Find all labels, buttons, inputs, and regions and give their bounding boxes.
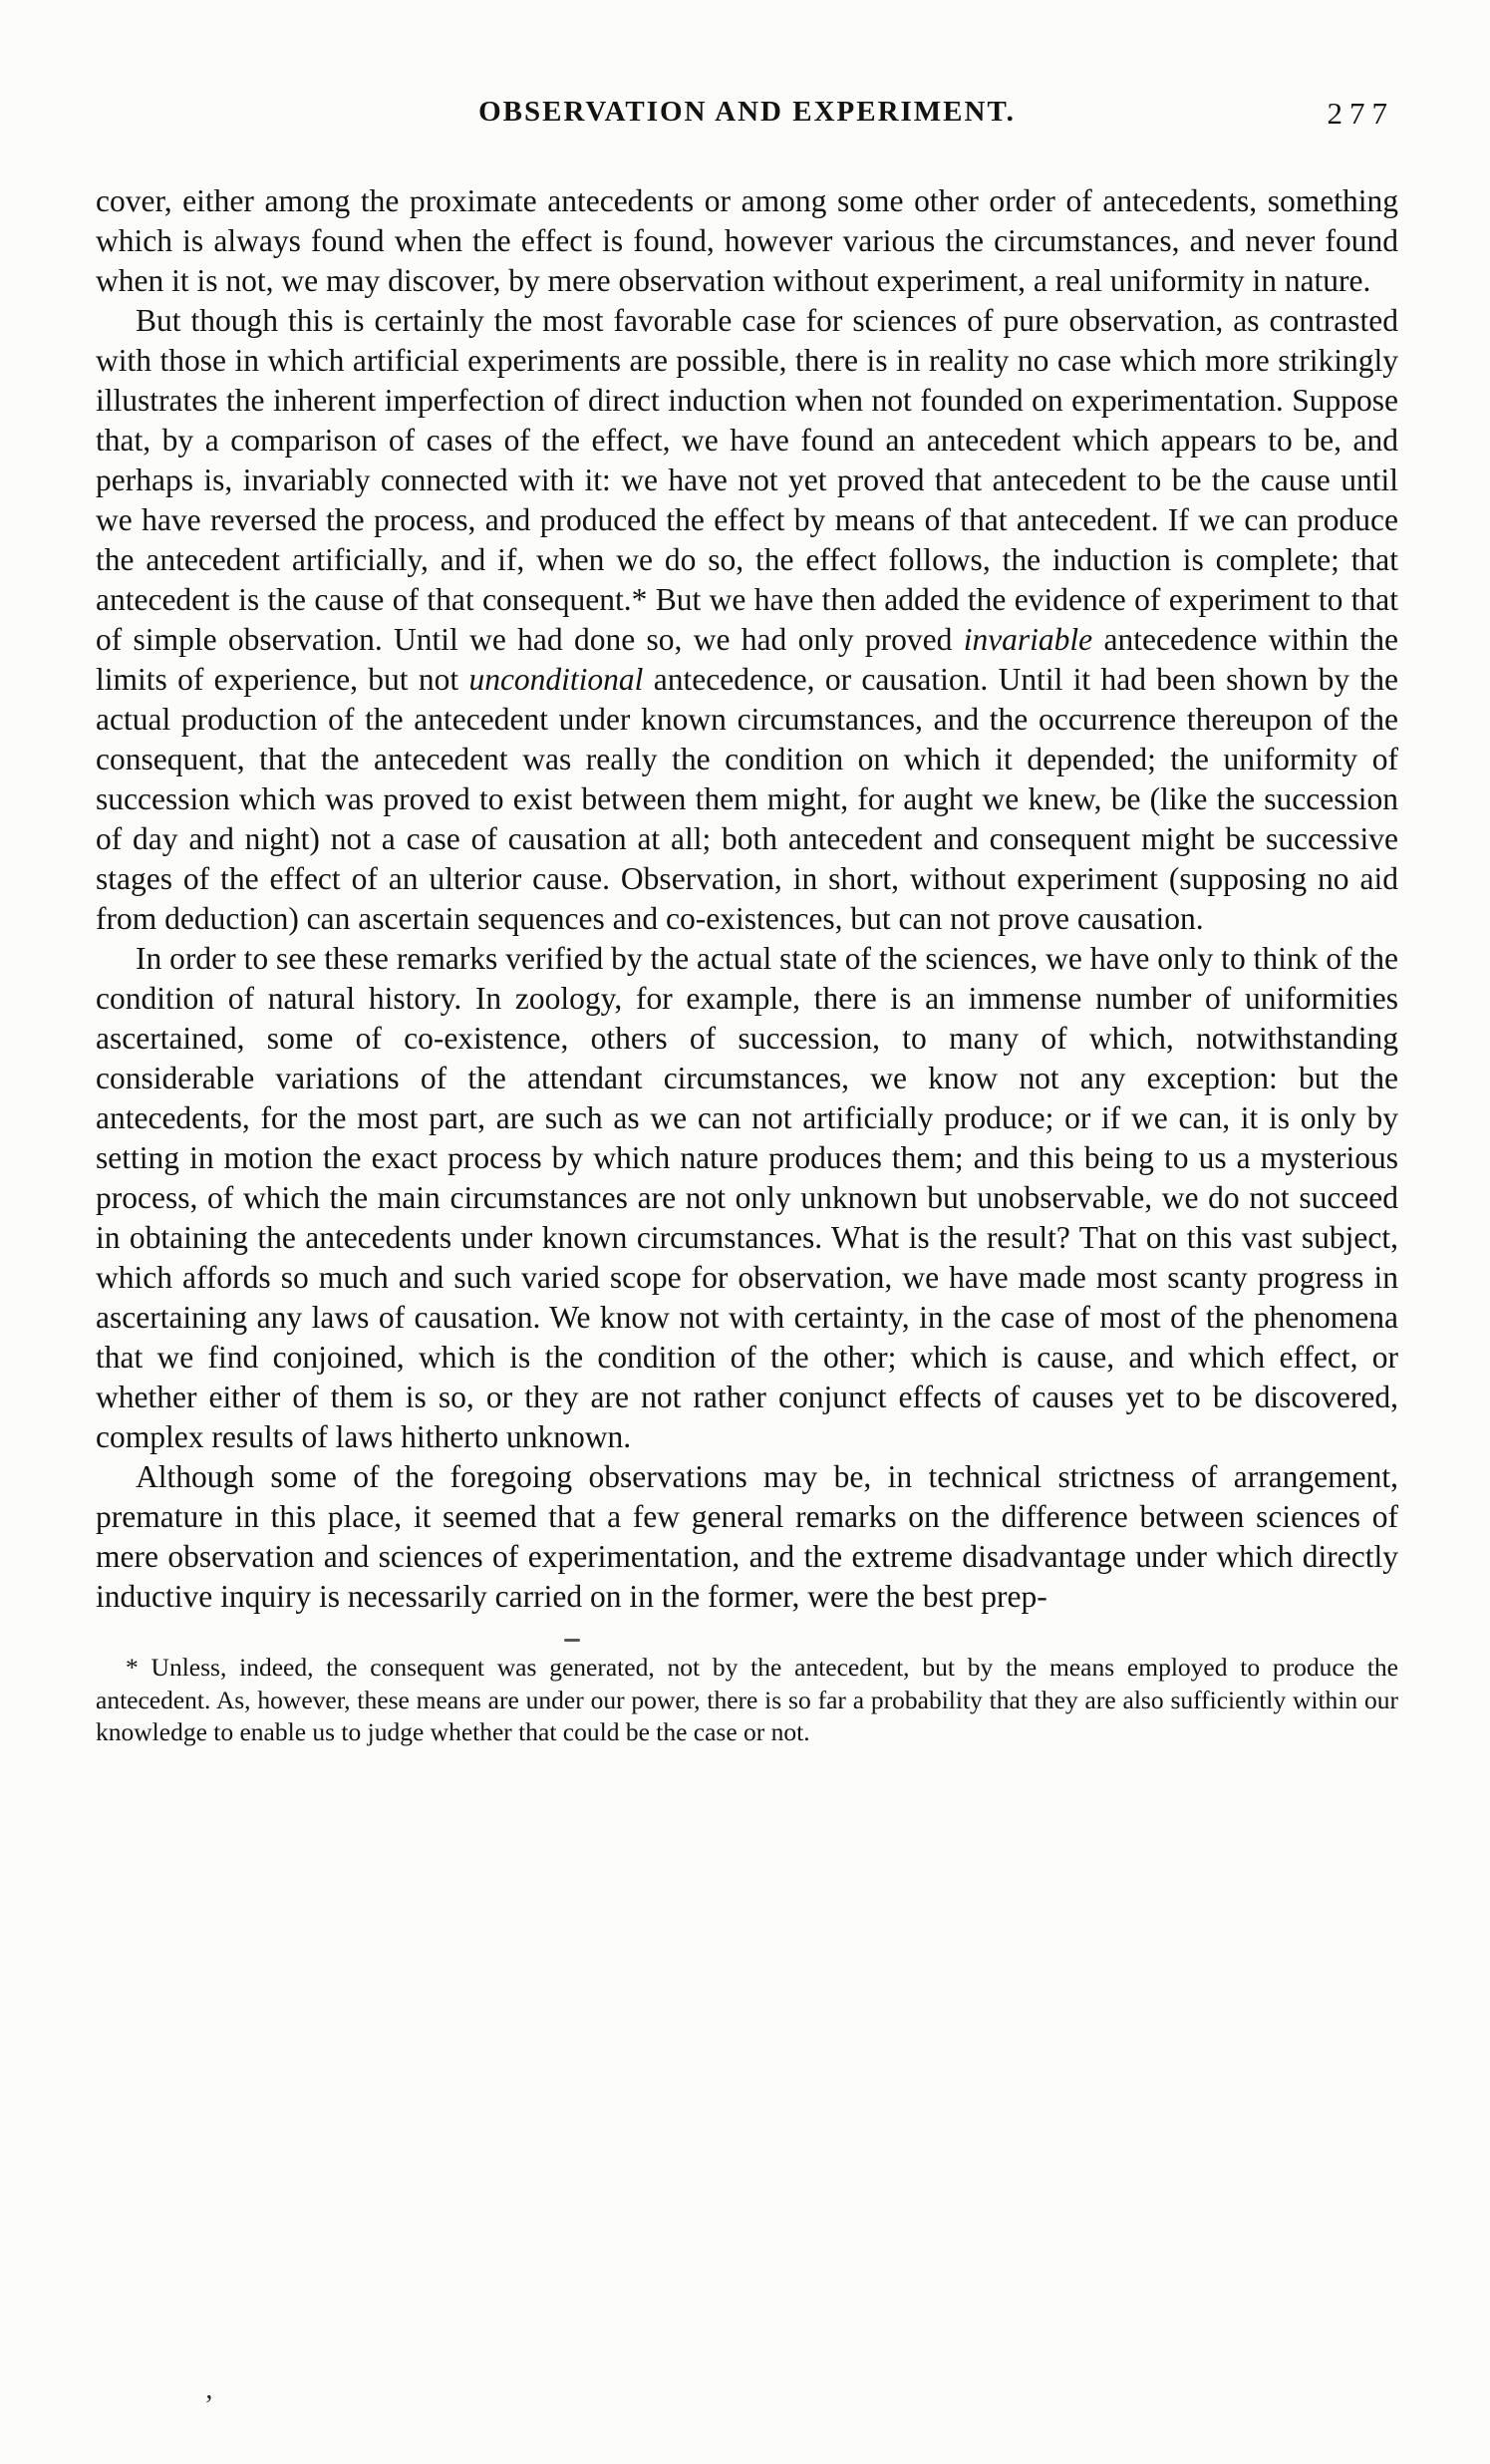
emphasis-invariable: invariable	[963, 622, 1093, 657]
paragraph-3	[96, 939, 1398, 1457]
footnote-marker: *	[126, 1653, 139, 1682]
paragraph-1-text: cover, either among the proximate antecedents or among some other order of antecedents, something which is always found when the effect is found, however various the circumstances, and never found when it is not, we may discover, by mere observation without experiment, a real uniformity in nature.	[96, 183, 1398, 298]
paragraph-2-text-a: But though this is certainly the most favorable case for sciences of pure observation, as contrasted with those in which artificial experiments are possible, there is in reality no case which more strikingly illustrates the inherent imperfection of direct induction when not founded on experimentation. Suppose that, by a comparison of cases of the effect, we have found an antecedent which appears to be, and perhaps is, invariably connected with it: we have not yet proved that antecedent to be the cause until we have reversed the process, and produced the effect by means of that antecedent. If we can produce the antecedent artificially, and if, when we do so, the effect follows, the induction is complete; that antecedent is the cause of that consequent.* But we have then added the evidence of experiment to that of simple observation. Until we had done so, we had only proved	[96, 303, 1398, 657]
page-header	[96, 96, 1398, 136]
paragraph-3-text: In order to see these remarks verified by the actual state of the sciences, we have only to think of the condition of natural history. In zoology, for example, there is an immense number of uniformities ascertained, some of co-existence, others of succession, to many of which, notwithstanding considerable variations of the attendant circumstances, we know not any exception: but the antecedents, for the most part, are such as we can not artificially produce; or if we can, it is only by setting in motion the exact process by which nature produces them; and this being to us a mysterious process, of which the main circumstances are not only unknown but unobservable, we do not succeed in obtaining the antecedents under known circumstances. What is the result? That on this vast subject, which affords so much and such varied scope for observation, we have made most scanty progress in ascertaining any laws of causation. We know not with certainty, in the case of most of the phenomena that we find conjoined, which is the condition of the other; which is cause, and which effect, or whether either of them is so, or they are not rather conjunct effects of causes yet to be discovered, complex results of laws hitherto unknown.	[96, 941, 1398, 1454]
running-head-title: OBSERVATION AND EXPERIMENT.	[478, 96, 1016, 128]
page-body	[96, 181, 1398, 1617]
paragraph-2	[96, 301, 1398, 939]
paragraph-2-text-c: antecedence, or causation. Until it had been shown by the actual production of the antecedent under known circumstances, and the occurrence thereupon of the consequent, that the antecedent was really the condition on which it depended; the uniformity of succession which was proved to exist between them might, for aught we knew, be (like the succession of day and night) not a case of causation at all; both antecedent and consequent might be successive stages of the effect of an ulterior cause. Observation, in short, without experiment (supposing no aid from deduction) can ascertain sequences and co-existences, but can not prove causation.	[96, 662, 1398, 936]
scan-artifact-mark: ’	[204, 2390, 214, 2421]
emphasis-unconditional: unconditional	[468, 662, 644, 697]
footnote-separator-mark	[564, 1639, 580, 1642]
paragraph-4	[96, 1457, 1398, 1617]
paragraph-4-text: Although some of the foregoing observations may be, in technical strictness of arrangement, premature in this place, it seemed that a few general remarks on the difference between sciences of mere observation and sciences of experimentation, and the extreme disadvantage under which directly inductive inquiry is necessarily carried on in the former, were the best prep-	[96, 1459, 1398, 1614]
footnote	[96, 1652, 1398, 1749]
paragraph-1	[96, 181, 1398, 301]
footnote-text: Unless, indeed, the consequent was generated, not by the antecedent, but by the means employed to produce the antecedent. As, however, these means are under our power, there is so far a probability that they are also sufficiently within our knowledge to enable us to judge whether that could be the case or not.	[96, 1653, 1398, 1746]
page-number: 277	[1327, 96, 1394, 131]
paragraph-2-text-b: antecedence within the limits of experience, but not	[96, 622, 1398, 697]
footnote-paragraph	[96, 1652, 1398, 1749]
